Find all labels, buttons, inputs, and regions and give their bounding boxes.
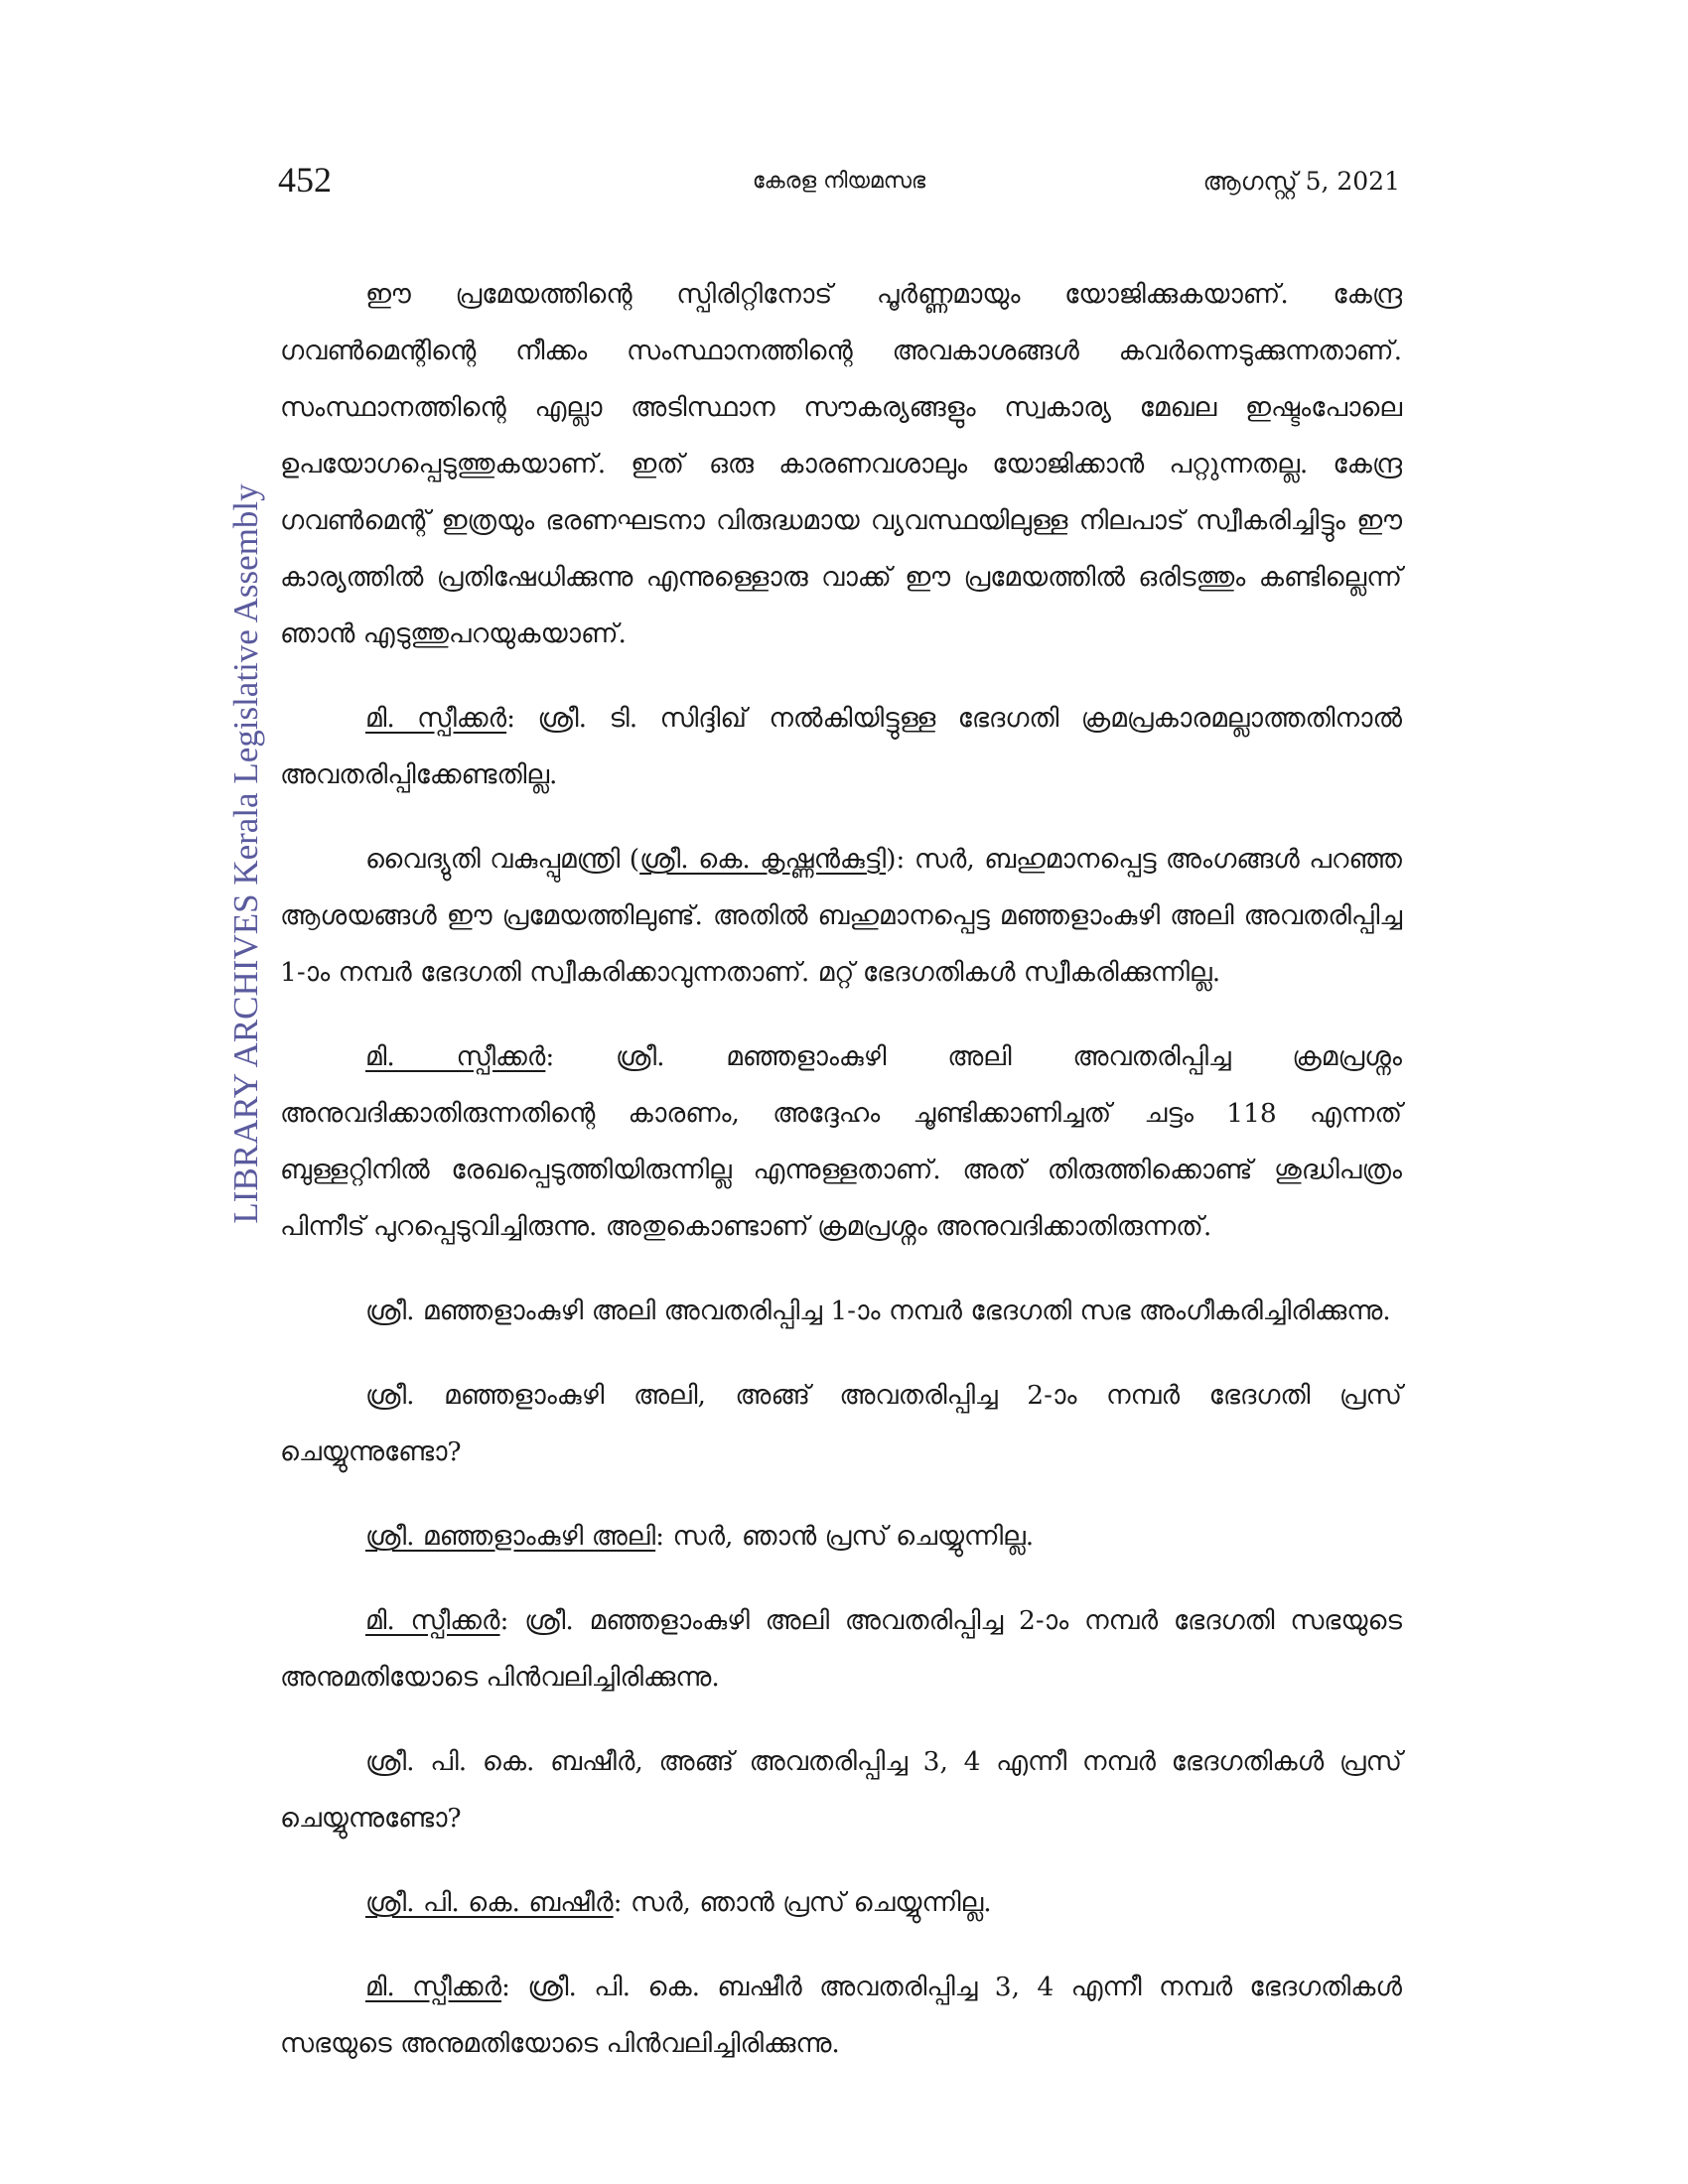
- speaker-name: ശ്രീ. പി. കെ. ബഷീർ: [365, 1887, 614, 1918]
- speaker-name: മി. സ്പീക്കർ: [365, 1972, 502, 2002]
- paragraph-10: [280, 1874, 1402, 1931]
- paragraph-3: [280, 831, 1402, 1001]
- paragraph-text: : ശ്രീ. പി. കെ. ബഷീർ അവതരിപ്പിച്ച 3, 4 എന്നീ നമ്പർ ഭേദഗതികൾ സഭയുടെ അനുമതിയോടെ പിൻവലിച്ചിരിക്കുന്നു.: [280, 1972, 1402, 2059]
- paragraph-text: ): സർ, ബഹുമാനപ്പെട്ട അംഗങ്ങൾ പറഞ്ഞ ആശയങ്ങൾ ഈ പ്രമേയത്തിലുണ്ട്. അതിൽ ബഹുമാനപ്പെട്ട മഞ്ഞളാംകുഴി അലി അവതരിപ്പിച്ച 1-ാം നമ്പർ ഭേദഗതി സ്വീകരിക്കാവുന്നതാണ്. മറ്റ് ഭേദഗതികൾ സ്വീകരിക്കുന്നില്ല.: [280, 844, 1402, 988]
- speaker-name: മി. സ്പീക്കർ: [365, 703, 507, 734]
- paragraph-7: [280, 1508, 1402, 1565]
- paragraph-text: ഈ പ്രമേയത്തിന്റെ സ്പിരിറ്റിനോട് പൂർണ്ണമായും യോജിക്കുകയാണ്. കേന്ദ്ര ഗവൺമെന്റിന്റെ നീക്കം സംസ്ഥാനത്തിന്റെ അവകാശങ്ങൾ കവർന്നെടുക്കുന്നതാണ്. സംസ്ഥാനത്തിന്റെ എല്ലാ അടിസ്ഥാന സൗകര്യങ്ങളും സ്വകാര്യ മേഖല ഇഷ്ടംപോലെ ഉപയോഗപ്പെടുത്തുകയാണ്. ഇത് ഒരു കാരണവശാലും യോജിക്കാൻ പറ്റുന്നതല്ല. കേന്ദ്ര ഗവൺമെന്റ് ഇത്രയും ഭരണഘടനാ വിരുദ്ധമായ വ്യവസ്ഥയിലുള്ള നിലപാട് സ്വീകരിച്ചിട്ടും ഈ കാര്യത്തിൽ പ്രതിഷേധിക്കുന്നു എന്നുള്ളൊരു വാക്ക് ഈ പ്രമേയത്തിൽ ഒരിടത്തും കണ്ടില്ലെന്ന് ഞാൻ എടുത്തുപറയുകയാണ്.: [280, 279, 1402, 649]
- paragraph-text: ശ്രീ. മഞ്ഞളാംകുഴി അലി, അങ്ങ് അവതരിപ്പിച്ച 2-ാം നമ്പർ ഭേദഗതി പ്രസ് ചെയ്യുന്നുണ്ടോ?: [280, 1380, 1402, 1467]
- paragraph-5: [280, 1283, 1402, 1339]
- speaker-title: വൈദ്യുതി വകുപ്പുമന്ത്രി (: [365, 844, 640, 875]
- paragraph-text: : സർ, ഞാൻ പ്രസ് ചെയ്യുന്നില്ല.: [655, 1521, 1035, 1552]
- speaker-name: ശ്രീ. മഞ്ഞളാംകുഴി അലി: [365, 1521, 656, 1552]
- paragraph-text: : ശ്രീ. മഞ്ഞളാംകുഴി അലി അവതരിപ്പിച്ച ക്രമപ്രശ്നം അനുവദിക്കാതിരുന്നതിന്റെ കാരണം, അദ്ദേഹം ചൂണ്ടിക്കാണിച്ചത് ചട്ടം 118 എന്നത് ബുള്ളറ്റിനിൽ രേഖപ്പെടുത്തിയിരുന്നില്ല എന്നുള്ളതാണ്. അത് തിരുത്തിക്കൊണ്ട് ശുദ്ധിപത്രം പിന്നീട് പുറപ്പെടുവിച്ചിരുന്നു. അതുകൊണ്ടാണ് ക്രമപ്രശ്നം അനുവദിക്കാതിരുന്നത്.: [280, 1041, 1402, 1242]
- paragraph-4: [280, 1028, 1402, 1255]
- paragraph-text: : ശ്രീ. ടി. സിദ്ദിഖ് നൽകിയിട്ടുള്ള ഭേദഗതി ക്രമപ്രകാരമല്ലാത്തതിനാൽ അവതരിപ്പിക്കേണ്ടതില്ല.: [280, 703, 1402, 790]
- paragraph-9: [280, 1733, 1402, 1846]
- header-title: കേരള നിയമസഭ: [752, 169, 926, 194]
- archive-watermark: LIBRARY ARCHIVES Kerala Legislative Assembly: [226, 483, 265, 1224]
- header-date: ആഗസ്റ്റ് 5, 2021: [1202, 167, 1400, 196]
- paragraph-text: : സർ, ഞാൻ പ്രസ് ചെയ്യുന്നില്ല.: [613, 1887, 992, 1918]
- speaker-name: ശ്രീ. കെ. കൃഷ്ണൻകുട്ടി: [639, 844, 887, 875]
- paragraph-6: [280, 1367, 1402, 1480]
- page-header: [278, 159, 1400, 208]
- paragraph-text: : ശ്രീ. മഞ്ഞളാംകുഴി അലി അവതരിപ്പിച്ച 2-ാം നമ്പർ ഭേദഗതി സഭയുടെ അനുമതിയോടെ പിൻവലിച്ചിരിക്കുന്നു.: [280, 1605, 1402, 1693]
- speaker-name: മി. സ്പീക്കർ: [365, 1605, 500, 1636]
- paragraph-text: ശ്രീ. മഞ്ഞളാംകുഴി അലി അവതരിപ്പിച്ച 1-ാം നമ്പർ ഭേദഗതി സഭ അംഗീകരിച്ചിരിക്കുന്നു.: [365, 1296, 1391, 1326]
- page-number: 452: [278, 160, 332, 200]
- document-body: [280, 266, 1402, 2100]
- paragraph-text: ശ്രീ. പി. കെ. ബഷീർ, അങ്ങ് അവതരിപ്പിച്ച 3, 4 എന്നീ നമ്പർ ഭേദഗതികൾ പ്രസ് ചെയ്യുന്നുണ്ടോ?: [280, 1746, 1402, 1834]
- paragraph-1: [280, 266, 1402, 662]
- paragraph-8: [280, 1592, 1402, 1706]
- paragraph-2: [280, 690, 1402, 803]
- paragraph-11: [280, 1959, 1402, 2072]
- speaker-name: മി. സ്പീക്കർ: [365, 1041, 546, 1072]
